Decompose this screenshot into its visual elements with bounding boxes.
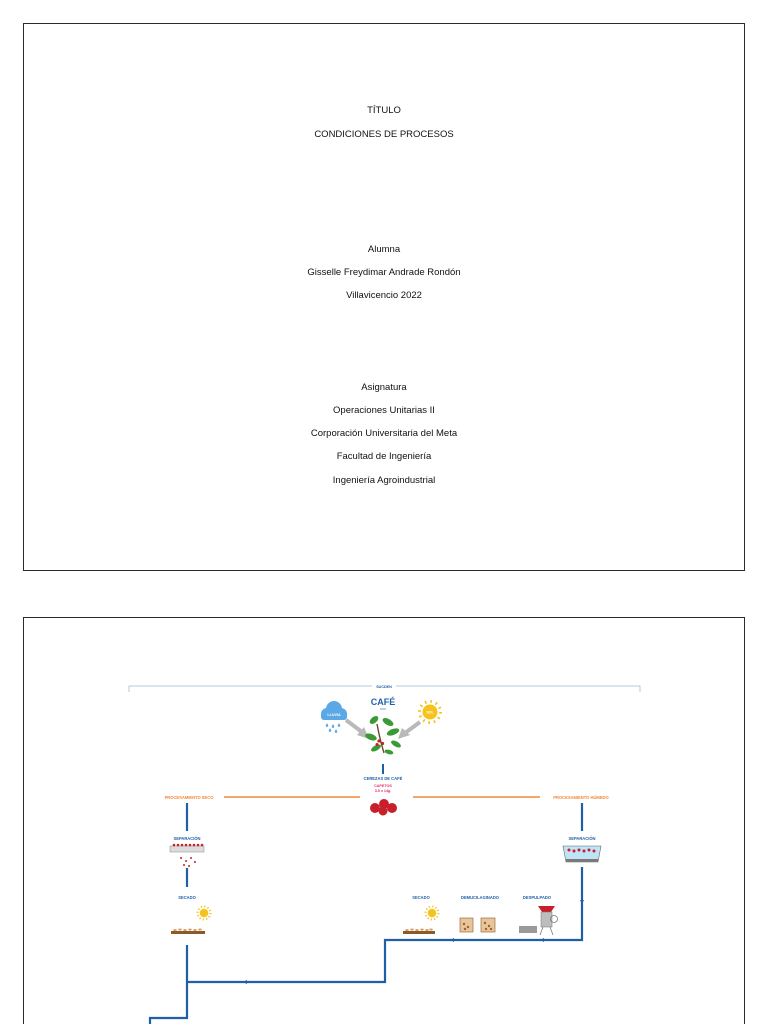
trees-label: CAPETOS xyxy=(374,784,392,788)
wet-drying-bed-icon xyxy=(403,929,435,935)
rain-label: LLUVIA xyxy=(327,713,341,717)
wet-sun-icon xyxy=(426,907,439,920)
trees-value: 3.5 x 14g. xyxy=(374,789,392,793)
title-label: TÍTULO xyxy=(367,105,401,116)
wet-process-label: PROCESAMIENTO HÚMEDO xyxy=(553,795,609,800)
wet-step-demucilaginado: DEMUCILAGINADO xyxy=(461,895,499,900)
wet-step-despulpado: DESPULPADO xyxy=(522,895,552,900)
place-year: Villavicencio 2022 xyxy=(346,290,422,301)
subject-name: Operaciones Unitarias II xyxy=(333,405,435,416)
sun-label: SOL xyxy=(426,710,434,715)
flow-arrows xyxy=(243,900,584,984)
document-page-1 xyxy=(23,23,745,571)
flow-pipes xyxy=(150,803,582,1024)
wet-step-secado: SECADO xyxy=(412,895,430,900)
rain-cloud-icon xyxy=(321,701,347,733)
program-name: Ingeniería Agroindustrial xyxy=(332,475,436,486)
diagram-title: CAFÉ xyxy=(370,697,396,707)
water-tank-icon xyxy=(563,846,601,862)
sieve-icon xyxy=(170,844,204,867)
dry-step-separacion: SEPARACIÓN xyxy=(173,836,201,841)
coffee-cherries-icon xyxy=(370,799,397,816)
document-page-2 xyxy=(23,617,745,1024)
pulper-machine-icon xyxy=(519,906,558,935)
subject-label: Asignatura xyxy=(361,382,407,393)
fermentation-crates-icon xyxy=(460,918,495,932)
drying-bed-icon xyxy=(171,929,205,935)
dry-sun-icon xyxy=(198,907,211,920)
institution-name: Corporación Universitaria del Meta xyxy=(310,428,458,439)
student-label: Alumna xyxy=(367,244,401,255)
dry-step-secado: SECADO xyxy=(178,895,196,900)
brand-label: SUCDEN xyxy=(376,685,392,689)
faculty-name: Facultad de Ingeniería xyxy=(336,451,432,462)
wet-step-separacion: SEPARACIÓN xyxy=(568,836,596,841)
coffee-plant-icon xyxy=(364,714,402,755)
student-name: Gisselle Freydimar Andrade Rondón xyxy=(307,267,461,278)
sun-arrow-icon xyxy=(398,722,420,739)
coffee-process-diagram xyxy=(24,618,744,1024)
document-title: CONDICIONES DE PROCESOS xyxy=(314,129,454,140)
dry-process-label: PROCESAMIENTO SECO xyxy=(164,795,214,800)
cherries-label: CEREZAS DE CAFÉ xyxy=(363,776,403,781)
